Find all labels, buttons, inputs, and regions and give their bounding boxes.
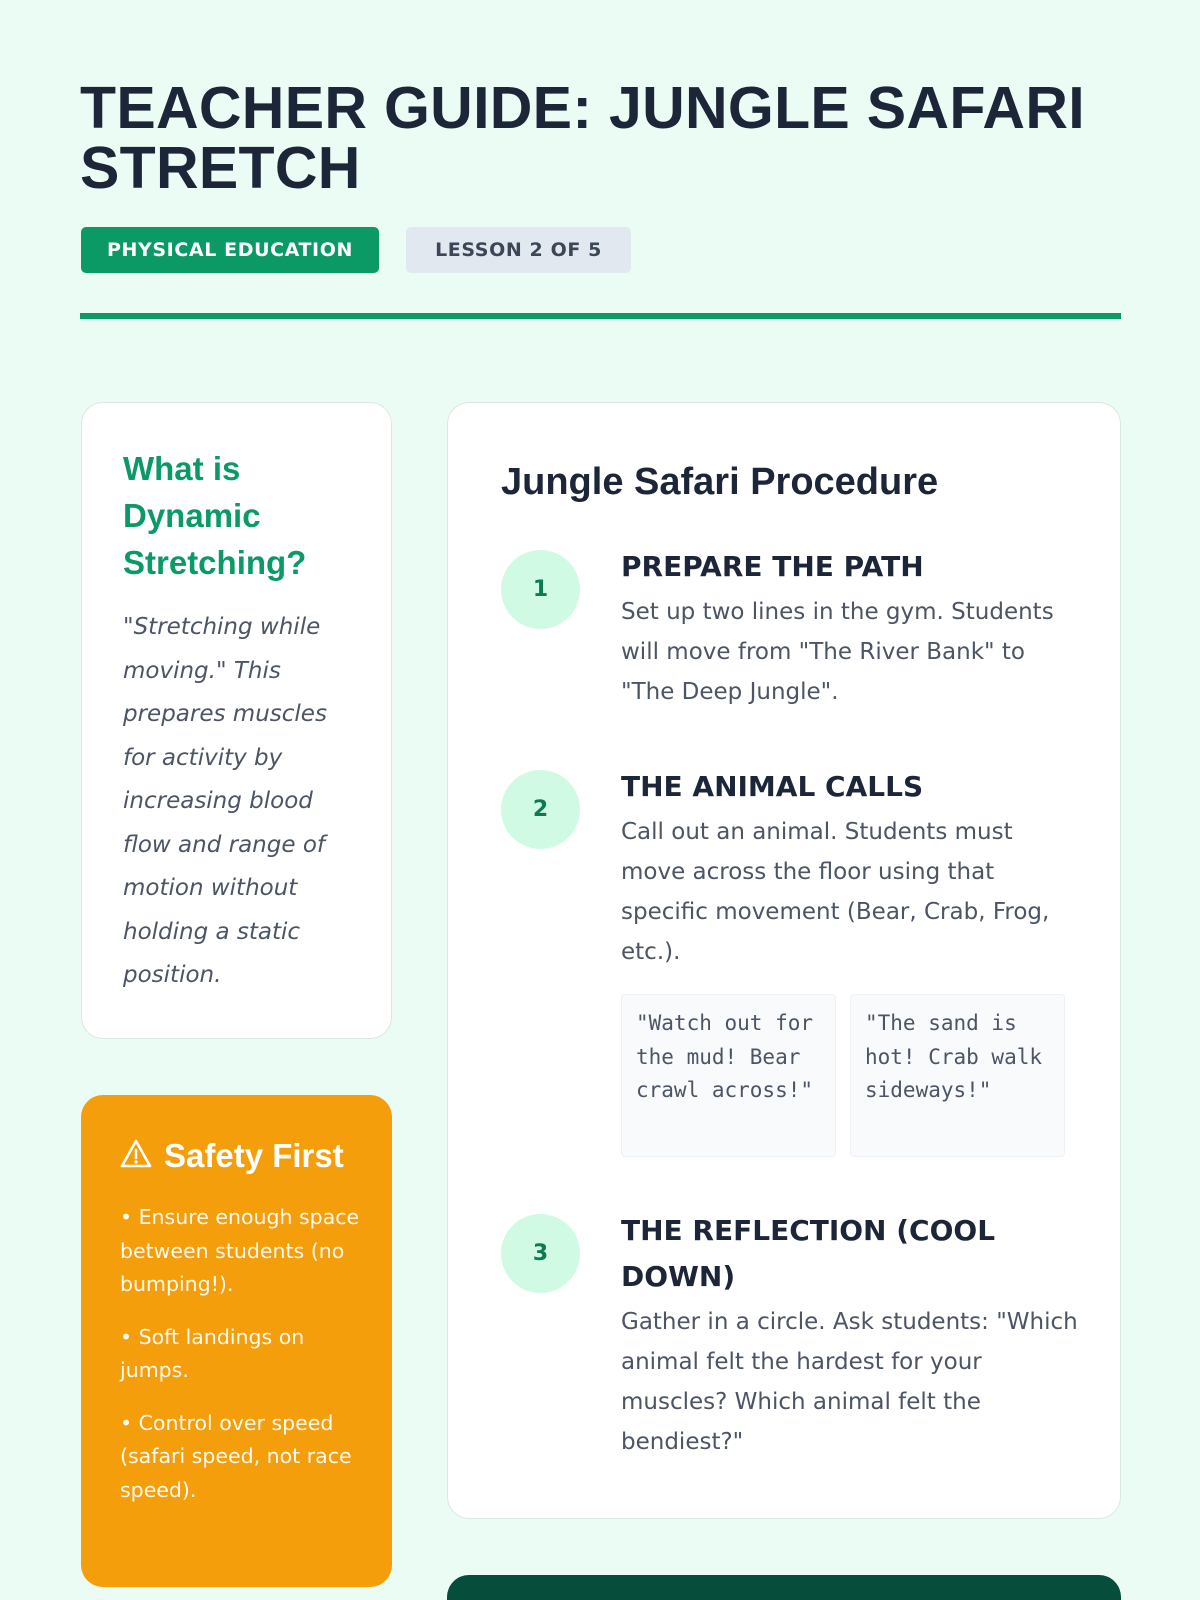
safety-title: Safety First <box>164 1137 344 1174</box>
procedure-card <box>447 402 1121 1519</box>
procedure-title: Jungle Safari Procedure <box>501 461 939 503</box>
step-content <box>621 1214 1081 1462</box>
dynamic-stretching-card <box>81 402 392 1039</box>
subject-badge: PHYSICAL EDUCATION <box>81 227 379 273</box>
safety-header <box>120 1137 368 1175</box>
header-divider <box>80 313 1121 319</box>
step-text: Set up two lines in the gym. Students will move from "The River Bank" to "The Deep Jungle". <box>621 599 1054 705</box>
step-number-badge: 3 <box>501 1214 580 1293</box>
next-section-card <box>447 1575 1121 1600</box>
callout-quote: "Watch out for the mud! Bear crawl across!" <box>621 994 836 1157</box>
lesson-badge: LESSON 2 OF 5 <box>406 227 631 273</box>
step-title: THE REFLECTION (COOL DOWN) <box>621 1214 996 1293</box>
safety-item: • Soft landings on jumps. <box>120 1324 305 1382</box>
example-callouts <box>621 994 1081 1157</box>
step-title: PREPARE THE PATH <box>621 550 924 583</box>
page-title: TEACHER GUIDE: JUNGLE SAFARI STRETCH <box>80 75 1085 201</box>
step-title: THE ANIMAL CALLS <box>621 770 924 803</box>
safety-item: • Ensure enough space between students (no bumping!). <box>120 1205 360 1296</box>
safety-list <box>120 1201 368 1507</box>
callout-quote: "The sand is hot! Crab walk sideways!" <box>850 994 1065 1157</box>
info-heading: What is Dynamic Stretching? <box>123 450 307 581</box>
info-body: "Stretching while moving." This prepares muscles for activity by increasing blood flow and range of motion without holding a static position. <box>123 614 327 988</box>
step-text: Gather in a circle. Ask students: "Which animal felt the hardest for your muscles? Which animal felt the bendiest?" <box>621 1309 1078 1455</box>
safety-item: • Control over speed (safari speed, not race speed). <box>120 1410 352 1502</box>
step-content <box>621 550 1081 712</box>
step-content <box>621 770 1081 1157</box>
step-text: Call out an animal. Students must move across the floor using that specific movement (Bear, Crab, Frog, etc.). <box>621 819 1050 965</box>
warning-icon <box>120 1139 152 1173</box>
step-number-badge: 2 <box>501 770 580 849</box>
step-number-badge: 1 <box>501 550 580 629</box>
safety-card <box>81 1095 392 1587</box>
